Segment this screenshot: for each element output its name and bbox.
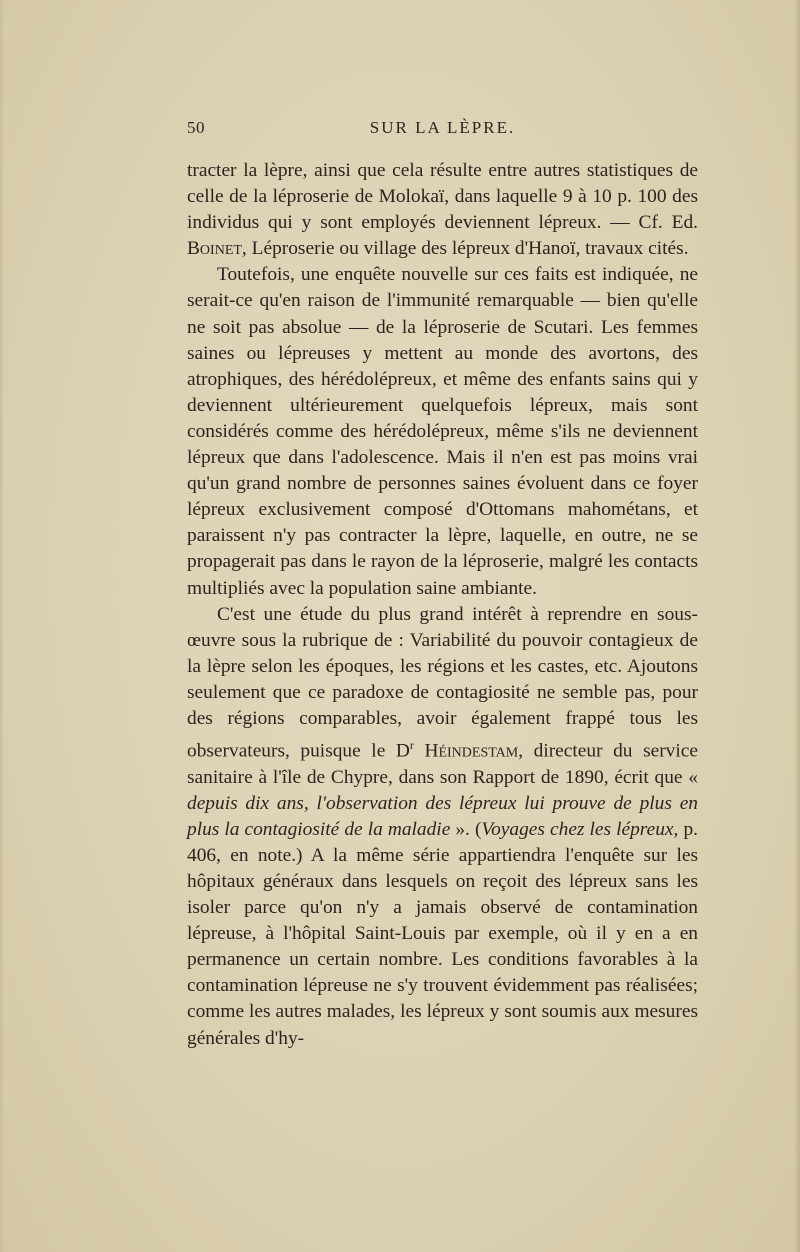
page-header — [187, 118, 698, 146]
author-name: Héindestam — [424, 740, 519, 762]
body-text — [187, 158, 698, 1052]
page-number: 50 — [187, 118, 205, 137]
page-edge-shadow-right — [794, 0, 800, 1252]
paragraph-scutari: Toutefois, une enquête nouvelle sur ces faits est indiquée, ne serait-ce qu'en raison de l'immunité remarquable — bien qu'elle ne soit pas absolue — de la léproserie de Scutari. Les femmes saines ou lépreuses y mettent au monde des avortons, des atrophiques, des hérédolépreux, et même des enfants sains qui y deviennent ultérieurement quelquefois lépreux, mais sont considérés comme des hérédolépreux, même s'ils ne deviennent lépreux que dans l'adolescence. Mais il n'en est pas moins vrai qu'un grand nombre de personnes saines évoluent dans ce foyer lépreux exclusivement composé d'Ottomans mahométans, et paraissent n'y pas contracter la lèpre, laquelle, en outre, ne se propagerait pas dans le rayon de la léproserie, malgré les contacts multipliés avec la population saine ambiante. — [187, 264, 698, 599]
author-name: Boinet — [187, 238, 242, 260]
text-run: , Léproserie ou village des lépreux d'Hanoï, travaux cités. — [241, 238, 689, 260]
running-title: SUR LA LÈPRE. — [369, 118, 516, 137]
source-title: Voyages chez les lépreux — [481, 818, 674, 840]
text-run: , p. 406, en note.) A la même série appartiendra l'enquête sur les hôpitaux généraux dans lesquels on reçoit des lépreux sans les isoler parce qu'on n'y a jamais observé de contamination lépreuse, à l'hôpital Saint-Louis par exemple, où il y en a en permanence un certain nombre. Les conditions favorables à la contamination lépreuse ne s'y trouvent évidemment pas réalisées; comme les autres malades, les lépreux y sont soumis aux mesures générales d'hy- — [187, 818, 698, 1049]
page-edge-shadow-left — [0, 0, 4, 1252]
text-run: C'est une étude du plus grand intérêt à reprendre en sous-œuvre sous la rubrique de : Variabilité du pouvoir contagieux de la lèpre selon les époques, les régions et les castes, etc. Ajoutons seulement que ce paradoxe de contagiosité ne semble pas, pour des régions comparables, avoir également frappé tous les observateurs, puisque le D — [187, 603, 698, 762]
paragraph-continued — [187, 158, 698, 262]
text-run — [414, 741, 425, 762]
quotation: depuis dix ans, l'observation des lépreux lui prouve de plus en plus la contagiosité de la maladie — [187, 792, 698, 840]
text-run: , directeur du service sanitaire à l'île de Chypre, dans son Rapport de 1890, écrit que « — [187, 740, 698, 788]
text-run: ». ( — [450, 818, 482, 840]
doctor-abbrev-superscript: r — [409, 738, 414, 753]
paragraph-contagiosity — [187, 602, 698, 1052]
text-run: tracter la lèpre, ainsi que cela résulte entre autres statistiques de celle de la léproserie de Molokaï, dans laquelle 9 à 10 p. 100 des individus qui y sont employés deviennent lépreux. — Cf. Ed. — [187, 160, 698, 234]
